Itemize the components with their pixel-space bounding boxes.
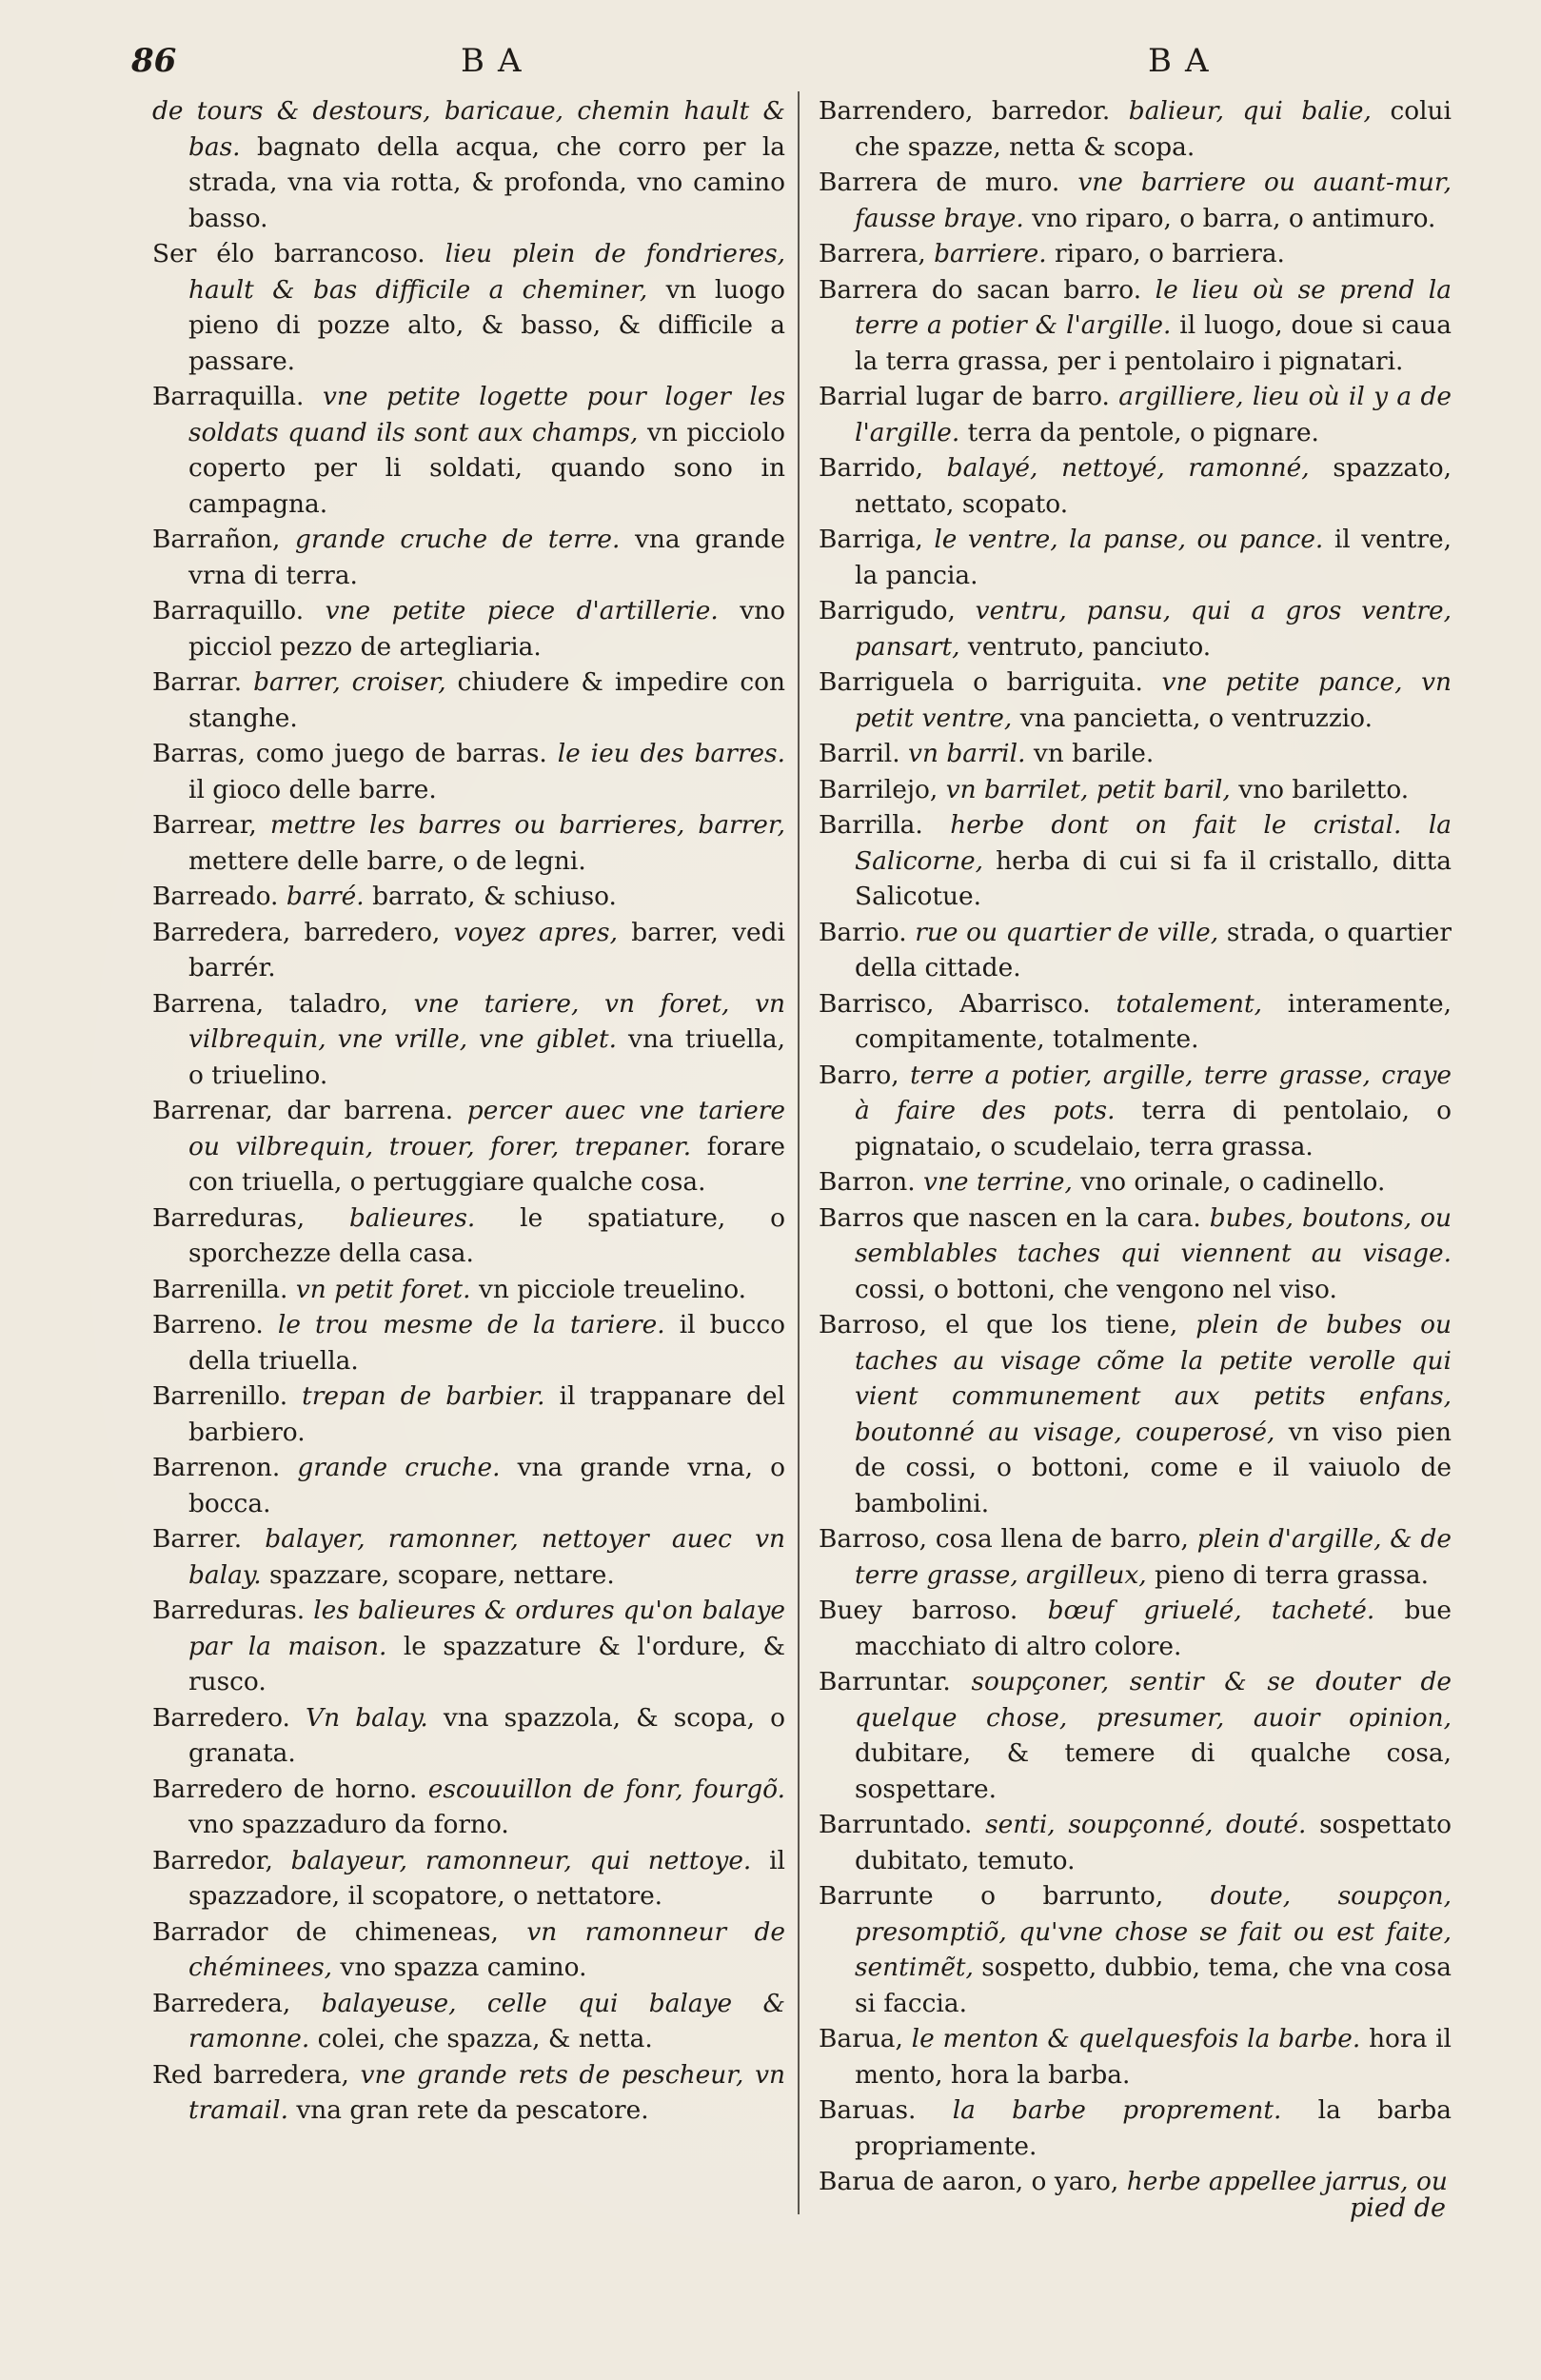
entry-italian: forare con triuella, o pertuggiare qualche cosa. — [188, 1131, 785, 1197]
entry-headword: Barruntar. — [819, 1667, 972, 1696]
entry-headword: Barredero. — [152, 1702, 306, 1733]
catchword: pied de — [1350, 2193, 1447, 2223]
entry-french: balieur, qui balie, — [1128, 96, 1391, 126]
entry-italian: bagnato della acqua, che corro per la strada, vna via rotta, & profonda, vno camino basso. — [188, 131, 786, 233]
entry-italian: vno spazza camino. — [340, 1953, 587, 1982]
entry-headword: Barredera, barredero, — [152, 917, 454, 947]
dictionary-entry — [819, 93, 1452, 165]
page-header — [0, 42, 1541, 89]
entry-french: balayer, ramonner, nettoyer auec vn balay. — [188, 1524, 785, 1590]
entry-headword: Barua de aaron, o yaro, — [819, 2167, 1127, 2196]
entry-french: plein d'argille, & de terre grasse, argilleux, — [855, 1524, 1452, 1590]
entry-italian: terra di pentolaio, o pignataio, o scudelaio, terra grassa. — [855, 1096, 1452, 1161]
dictionary-entry — [152, 1914, 785, 1986]
entry-french: vn barrilet, petit baril, — [945, 774, 1239, 804]
entry-italian: vno bariletto. — [1238, 774, 1410, 804]
dictionary-entry — [819, 2021, 1452, 2092]
entry-italian: il gioco delle barre. — [188, 774, 437, 804]
entry-french: escouuillon de fonr, fourgõ. — [427, 1774, 785, 1804]
entry-italian: sospetto, dubbio, tema, che vna cosa si faccia. — [855, 1953, 1452, 2018]
entry-italian: ventruto, panciuto. — [967, 631, 1212, 662]
entry-headword: Barroso, el que los tiene, — [819, 1310, 1196, 1339]
entry-italian: vno spazzaduro da forno. — [188, 1810, 509, 1839]
entry-italian: interamente, compitamente, totalmente. — [855, 988, 1452, 1054]
dictionary-entry — [152, 664, 785, 736]
entry-headword: Barrido, — [819, 453, 947, 483]
dictionary-entry — [152, 1986, 785, 2057]
entry-italian: il spazzadore, il scopatore, o nettatore. — [188, 1845, 785, 1911]
dictionary-entry — [152, 2057, 785, 2129]
entry-french: plein de bubes ou taches au visage cõme la petite verolle qui vient communement aux petits enfans, boutonné au visage, couperosé, — [855, 1310, 1452, 1447]
dictionary-entry — [152, 236, 785, 379]
entry-french: percer auec vne tariere ou vilbrequin, trouer, forer, trepaner. — [188, 1096, 785, 1161]
entry-french: barrer, croiser, — [253, 667, 458, 697]
entry-french: vn barril. — [908, 739, 1034, 768]
entry-headword: Barrilejo, — [819, 774, 946, 804]
entry-headword: Barro, — [819, 1060, 911, 1090]
entry-italian: vn luogo pieno di pozze alto, & basso, & difficile a passare. — [188, 274, 785, 376]
entry-headword: Barrera, — [819, 239, 935, 268]
entry-italian: le spatiature, o sporchezze della casa. — [188, 1202, 786, 1268]
entry-headword: Barrear, — [152, 810, 270, 840]
entry-headword: Red barredera, — [152, 2059, 361, 2090]
entry-italian: sospettato dubitato, temuto. — [855, 1810, 1452, 1875]
entry-french: balayé, nettoyé, ramonné, — [946, 453, 1334, 483]
dictionary-entry — [152, 807, 785, 879]
entry-headword: Barrer. — [152, 1524, 266, 1554]
entry-headword: Barrera de muro. — [819, 168, 1078, 197]
entry-french: rue ou quartier de ville, — [915, 917, 1227, 947]
entry-italian: vn viso pien de cossi, o bottoni, come e il vaiuolo de bambolini. — [855, 1417, 1452, 1518]
entry-headword: Barrera do sacan barro. — [819, 274, 1156, 305]
dictionary-entry — [152, 915, 785, 986]
dictionary-entry — [819, 1058, 1452, 1165]
entry-headword: Barrañon, — [152, 525, 295, 554]
entry-italian: cossi, o bottoni, che vengono nel viso. — [855, 1274, 1337, 1304]
entry-headword: Barrenar, dar barrena. — [152, 1096, 467, 1125]
running-head-left: BA — [461, 42, 535, 80]
dictionary-entry — [152, 1093, 785, 1200]
entry-italian: riparo, o barriera. — [1055, 239, 1285, 268]
dictionary-entry — [819, 1521, 1452, 1593]
entry-headword: Barrenon. — [152, 1453, 298, 1482]
dictionary-entry — [819, 379, 1452, 450]
dictionary-entry — [819, 522, 1452, 593]
dictionary-entry — [819, 1307, 1452, 1521]
dictionary-entry — [152, 1378, 785, 1450]
entry-italian: la barba propriamente. — [855, 2095, 1452, 2161]
dictionary-entry — [152, 1521, 785, 1593]
entry-headword: Barras, como juego de barras. — [152, 739, 558, 768]
entry-headword: Barrisco, Abarrisco. — [819, 988, 1116, 1019]
entry-italian: vno orinale, o cadinello. — [1080, 1167, 1386, 1197]
entry-french: le ventre, la panse, ou pance. — [934, 525, 1334, 554]
dictionary-entry — [819, 1878, 1452, 2021]
entry-headword: Barua, — [819, 2024, 912, 2053]
dictionary-entry — [819, 593, 1452, 664]
entry-french: mettre les barres ou barrieres, barrer, — [269, 810, 786, 840]
entry-french: lieu plein de fondrieres, hault & bas difficile a cheminer, — [188, 239, 785, 305]
entry-french: Vn balay. — [306, 1702, 444, 1733]
entry-headword: Barreduras. — [152, 1596, 314, 1625]
dictionary-entry — [152, 379, 785, 522]
entry-french: bubes, boutons, ou semblables taches qui viennent au visage. — [855, 1202, 1452, 1268]
entry-headword: Barredera, — [152, 1988, 322, 2018]
dictionary-entry — [819, 986, 1452, 1058]
dictionary-entry — [152, 1700, 785, 1772]
dictionary-entry — [152, 1307, 785, 1378]
entry-italian: vn picciole treuelino. — [478, 1274, 747, 1304]
entry-french: totalement, — [1116, 988, 1288, 1019]
entry-headword: Buey barroso. — [819, 1596, 1048, 1625]
dictionary-entry — [152, 736, 785, 807]
entry-headword: Barreno. — [152, 1310, 278, 1339]
entry-italian: vn picciolo coperto per li soldati, quando sono in campagna. — [188, 417, 785, 519]
entry-headword: Barredor, — [152, 1845, 291, 1875]
entry-headword: Barredero de horno. — [152, 1774, 428, 1804]
entry-italian: barrato, & schiuso. — [372, 882, 617, 911]
entry-french: ventru, pansu, qui a gros ventre, pansart, — [855, 596, 1452, 662]
entry-italian: pieno di terra grassa. — [1155, 1559, 1430, 1590]
entry-french: herbe appellee jarrus, ou — [1126, 2167, 1448, 2196]
entry-french: la barbe proprement. — [952, 2095, 1318, 2125]
entry-headword: Barrunte o barrunto, — [819, 1881, 1211, 1911]
entry-french: vne terrine, — [923, 1167, 1081, 1197]
entry-headword: Barrigudo, — [819, 596, 976, 625]
entry-french: senti, soupçonné, douté. — [985, 1810, 1320, 1839]
column-divider — [798, 91, 800, 2214]
dictionary-entry — [819, 1807, 1452, 1878]
entry-headword: Barreado. — [152, 882, 286, 911]
dictionary-entry — [152, 1200, 785, 1272]
left-column — [152, 93, 785, 2129]
entry-headword: Barriga, — [819, 525, 935, 554]
entry-italian: spazzato, nettato, scopato. — [855, 453, 1452, 519]
dictionary-entry — [819, 915, 1452, 986]
dictionary-entry — [152, 1843, 785, 1914]
dictionary-entry — [819, 807, 1452, 915]
entry-french: terre a potier, argille, terre grasse, craye à faire des pots. — [855, 1060, 1452, 1125]
entry-italian: colei, che spazza, & netta. — [317, 2024, 653, 2053]
entry-headword: Barrador de chimeneas, — [152, 1916, 527, 1947]
dictionary-entry — [819, 1593, 1452, 1664]
entry-french: vne barriere ou auant-mur, fausse braye. — [855, 168, 1452, 233]
entry-french: bœuf griuelé, tacheté. — [1047, 1596, 1405, 1625]
entry-headword: Barrena, taladro, — [152, 988, 414, 1019]
entry-french: les balieures & ordures qu'on balaye par la maison. — [188, 1596, 785, 1661]
entry-italian: vna spazzola, & scopa, o granata. — [188, 1702, 785, 1768]
entry-headword: Barraquilla. — [152, 382, 323, 411]
entry-italian: il ventre, la pancia. — [855, 525, 1452, 590]
dictionary-entry — [819, 664, 1452, 736]
dictionary-entry — [819, 2092, 1452, 2164]
entry-french: argilliere, lieu où il y a de l'argille. — [855, 382, 1452, 447]
entry-french: barriere. — [934, 239, 1056, 268]
entry-french: le lieu où se prend la terre a potier & l'argille. — [855, 274, 1452, 340]
entry-italian: barrer, vedi barrér. — [188, 917, 785, 982]
dictionary-entry — [152, 93, 785, 236]
dictionary-entry — [152, 879, 785, 915]
entry-headword: Barraquillo. — [152, 596, 326, 625]
entry-french: vne tariere, vn foret, vn vilbrequin, vne vrille, vne giblet. — [188, 988, 785, 1054]
entry-headword: Barros que nascen en la cara. — [819, 1202, 1210, 1233]
entry-italian: chiudere & impedire con stanghe. — [188, 667, 785, 733]
entry-italian: bue macchiato di altro colore. — [855, 1596, 1452, 1661]
entry-italian: vna pancietta, o ventruzzio. — [1019, 703, 1373, 733]
dictionary-entry — [819, 736, 1452, 772]
dictionary-entry — [152, 593, 785, 664]
entry-headword: Barrar. — [152, 667, 254, 697]
entry-french: vne petite pance, vn petit ventre, — [855, 667, 1452, 733]
entry-french: trepan de barbier. — [302, 1381, 560, 1411]
entry-headword: Barrenilla. — [152, 1274, 296, 1304]
entry-headword: Barroso, cosa llena de barro, — [819, 1524, 1197, 1554]
dictionary-entry — [819, 772, 1452, 808]
dictionary-entry — [152, 1450, 785, 1521]
dictionary-entry — [819, 1164, 1452, 1200]
dictionary-entry — [152, 1272, 785, 1308]
entry-french: balayeuse, celle qui balaye & ramonne. — [188, 1988, 785, 2053]
dictionary-entry — [819, 450, 1452, 522]
entry-french: vne grande rets de pescheur, vn tramail. — [188, 2059, 785, 2125]
entry-italian: vno picciol pezzo de artegliaria. — [188, 596, 785, 662]
entry-french: vne petite piece d'artillerie. — [325, 596, 741, 625]
entry-italian: il bucco della triuella. — [188, 1310, 785, 1376]
dictionary-entry — [819, 1200, 1452, 1308]
dictionary-entry — [819, 1664, 1452, 1807]
entry-italian: spazzare, scopare, nettare. — [268, 1559, 615, 1590]
entry-italian: il luogo, doue si caua la terra grassa, per i pentolairo i pignatari. — [855, 310, 1452, 376]
entry-headword: Barril. — [819, 739, 909, 768]
entry-headword: Barriguela o barriguita. — [819, 667, 1162, 697]
entry-headword: Ser élo barrancoso. — [152, 239, 445, 268]
entry-headword: Barrenillo. — [152, 1381, 303, 1411]
entry-french: voyez apres, — [453, 917, 632, 947]
entry-italian: vna triuella, o triuelino. — [188, 1024, 785, 1090]
entry-headword: Barruntado. — [819, 1810, 986, 1839]
entry-italian: terra da pentole, o pignare. — [967, 417, 1319, 447]
entry-french: vn ramonneur de chéminees, — [188, 1916, 785, 1982]
entry-italian: strada, o quartier della cittade. — [855, 917, 1452, 982]
entry-french: le trou mesme de la tariere. — [277, 1310, 680, 1339]
dictionary-entry — [152, 1593, 785, 1700]
entry-headword: Barreduras, — [152, 1202, 350, 1233]
entry-italian: le spazzature & l'ordure, & rusco. — [188, 1631, 785, 1696]
page-number: 86 — [131, 42, 177, 80]
entry-headword: Barrendero, barredor. — [819, 96, 1129, 126]
entry-italian: dubitare, & temere di qualche cosa, sospettare. — [855, 1738, 1452, 1804]
entry-italian: vna gran rete da pescatore. — [296, 2095, 649, 2125]
entry-headword: Barrial lugar de barro. — [819, 382, 1119, 411]
entry-italian: vna grande vrna, o bocca. — [188, 1453, 786, 1518]
entry-french: de tours & destours, baricaue, chemin hault & bas. — [152, 96, 785, 162]
entry-french: barré. — [286, 882, 373, 911]
entry-italian: vn barile. — [1033, 739, 1155, 768]
entry-italian: colui che spazze, netta & scopa. — [855, 96, 1452, 162]
entry-french: soupçoner, sentir & se douter de quelque chose, presumer, auoir opinion, — [855, 1667, 1452, 1733]
entry-italian: vna grande vrna di terra. — [188, 525, 785, 590]
entry-headword: Baruas. — [819, 2095, 953, 2125]
dictionary-entry — [152, 522, 785, 593]
dictionary-entry — [819, 272, 1452, 380]
entry-french: balieures. — [349, 1202, 521, 1233]
entry-french: vn petit foret. — [295, 1274, 479, 1304]
entry-french: doute, soupçon, presomptiõ, qu'vne chose se fait ou est faite, sentimẽt, — [855, 1881, 1452, 1982]
entry-french: grande cruche. — [297, 1453, 518, 1482]
entry-french: le ieu des barres. — [557, 739, 785, 768]
dictionary-entry — [152, 986, 785, 1094]
right-column — [819, 93, 1452, 2200]
entry-french: balayeur, ramonneur, qui nettoye. — [290, 1845, 770, 1875]
dictionary-entry — [152, 1772, 785, 1843]
running-head-right: BA — [1148, 42, 1222, 80]
dictionary-entry — [819, 165, 1452, 236]
entry-french: vne petite logette pour loger les soldats quand ils sont aux champs, — [188, 382, 785, 447]
entry-italian: hora il mento, hora la barba. — [855, 2024, 1452, 2090]
dictionary-entry — [819, 236, 1452, 272]
entry-french: le menton & quelquesfois la barbe. — [911, 2024, 1370, 2053]
entry-italian: mettere delle barre, o de legni. — [188, 845, 586, 876]
entry-italian: vno riparo, o barra, o antimuro. — [1032, 203, 1436, 233]
entry-french: grande cruche de terre. — [294, 525, 635, 554]
entry-headword: Barrio. — [819, 917, 916, 947]
entry-italian: il trappanare del barbiero. — [188, 1381, 785, 1447]
entry-headword: Barron. — [819, 1167, 924, 1197]
entry-italian: herba di cui si fa il cristallo, ditta Salicotue. — [855, 845, 1452, 911]
entry-headword: Barrilla. — [819, 810, 951, 840]
entry-french: herbe dont on fait le cristal. la Salicorne, — [855, 810, 1452, 876]
